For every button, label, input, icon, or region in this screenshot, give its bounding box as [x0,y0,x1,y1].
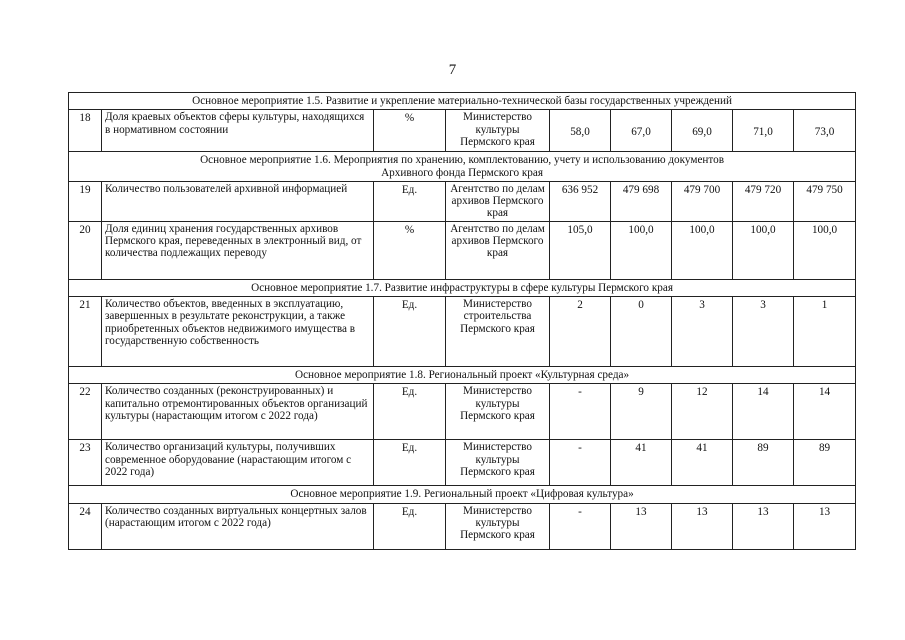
indicator-name: Количество объектов, введенных в эксплуатацию, завершенных в результате реконструкции, а также приобретенных объектов недвижимого имущества в государственную собственность [102,297,374,367]
responsible-cell: Министерство культуры Пермского края [446,440,550,486]
responsible-cell: Министерство строительства Пермского края [446,297,550,367]
value-cell: - [550,503,611,549]
value-cell: 73,0 [794,110,856,152]
value-cell: 0 [611,297,672,367]
responsible-cell: Министерство культуры Пермского края [446,384,550,440]
indicator-name: Количество созданных (реконструированных) и капитально отремонтированных объектов организаций культуры (нарастающим итогом с 2022 года) [102,384,374,440]
table-row [69,440,856,486]
value-cell: 13 [672,503,733,549]
unit-cell: Ед. [374,297,446,367]
section-title: Основное мероприятие 1.9. Региональный проект «Цифровая культура» [69,486,856,503]
value-cell: 71,0 [733,110,794,152]
row-number: 24 [69,503,102,549]
section-title: Основное мероприятие 1.6. Мероприятия по хранению, комплектованию, учету и использованию документов Архивного фонда Пермского края [69,152,856,182]
table-row [69,384,856,440]
section-title: Основное мероприятие 1.5. Развитие и укрепление материально-технической базы государственных учреждений [69,93,856,110]
row-number: 19 [69,181,102,221]
row-number: 23 [69,440,102,486]
indicator-name: Количество организаций культуры, получивших современное оборудование (нарастающим итогом с 2022 года) [102,440,374,486]
value-cell: 479 700 [672,181,733,221]
indicator-name: Количество пользователей архивной информацией [102,181,374,221]
indicators-table [68,92,856,550]
value-cell: 41 [672,440,733,486]
value-cell: 41 [611,440,672,486]
value-cell: 14 [733,384,794,440]
row-number: 20 [69,221,102,279]
value-cell: 100,0 [611,221,672,279]
unit-cell: Ед. [374,384,446,440]
responsible-cell: Агентство по делам архивов Пермского края [446,181,550,221]
value-cell: 12 [672,384,733,440]
unit-cell: % [374,110,446,152]
value-cell: 89 [794,440,856,486]
row-number: 21 [69,297,102,367]
table-row [69,503,856,549]
indicator-name: Доля единиц хранения государственных архивов Пермского края, переведенных в электронный вид, от количества подлежащих переводу [102,221,374,279]
section-header-row [69,152,856,182]
value-cell: 89 [733,440,794,486]
value-cell: 67,0 [611,110,672,152]
value-cell: 1 [794,297,856,367]
table-row [69,297,856,367]
section-title: Основное мероприятие 1.7. Развитие инфраструктуры в сфере культуры Пермского края [69,279,856,296]
section-header-row [69,93,856,110]
indicator-name: Количество созданных виртуальных концертных залов (нарастающим итогом с 2022 года) [102,503,374,549]
value-cell: 636 952 [550,181,611,221]
value-cell: 14 [794,384,856,440]
value-cell: 69,0 [672,110,733,152]
page-number: 7 [448,62,457,78]
value-cell: 13 [794,503,856,549]
value-cell: 100,0 [794,221,856,279]
responsible-cell: Агентство по делам архивов Пермского края [446,221,550,279]
unit-cell: % [374,221,446,279]
responsible-cell: Министерство культуры Пермского края [446,110,550,152]
value-cell: 3 [733,297,794,367]
indicator-name: Доля краевых объектов сферы культуры, находящихся в нормативном состоянии [102,110,374,152]
unit-cell: Ед. [374,181,446,221]
value-cell: 3 [672,297,733,367]
responsible-cell: Министерство культуры Пермского края [446,503,550,549]
value-cell: 9 [611,384,672,440]
value-cell: 100,0 [733,221,794,279]
value-cell: 479 750 [794,181,856,221]
table-row [69,181,856,221]
unit-cell: Ед. [374,503,446,549]
section-header-row [69,367,856,384]
section-title: Основное мероприятие 1.8. Региональный проект «Культурная среда» [69,367,856,384]
table-row [69,221,856,279]
value-cell: 100,0 [672,221,733,279]
row-number: 18 [69,110,102,152]
unit-cell: Ед. [374,440,446,486]
section-header-row [69,486,856,503]
value-cell: 58,0 [550,110,611,152]
value-cell: 13 [733,503,794,549]
value-cell: 479 698 [611,181,672,221]
table-row [69,110,856,152]
value-cell: 13 [611,503,672,549]
value-cell: - [550,384,611,440]
row-number: 22 [69,384,102,440]
section-header-row [69,279,856,296]
value-cell: - [550,440,611,486]
value-cell: 2 [550,297,611,367]
value-cell: 479 720 [733,181,794,221]
value-cell: 105,0 [550,221,611,279]
